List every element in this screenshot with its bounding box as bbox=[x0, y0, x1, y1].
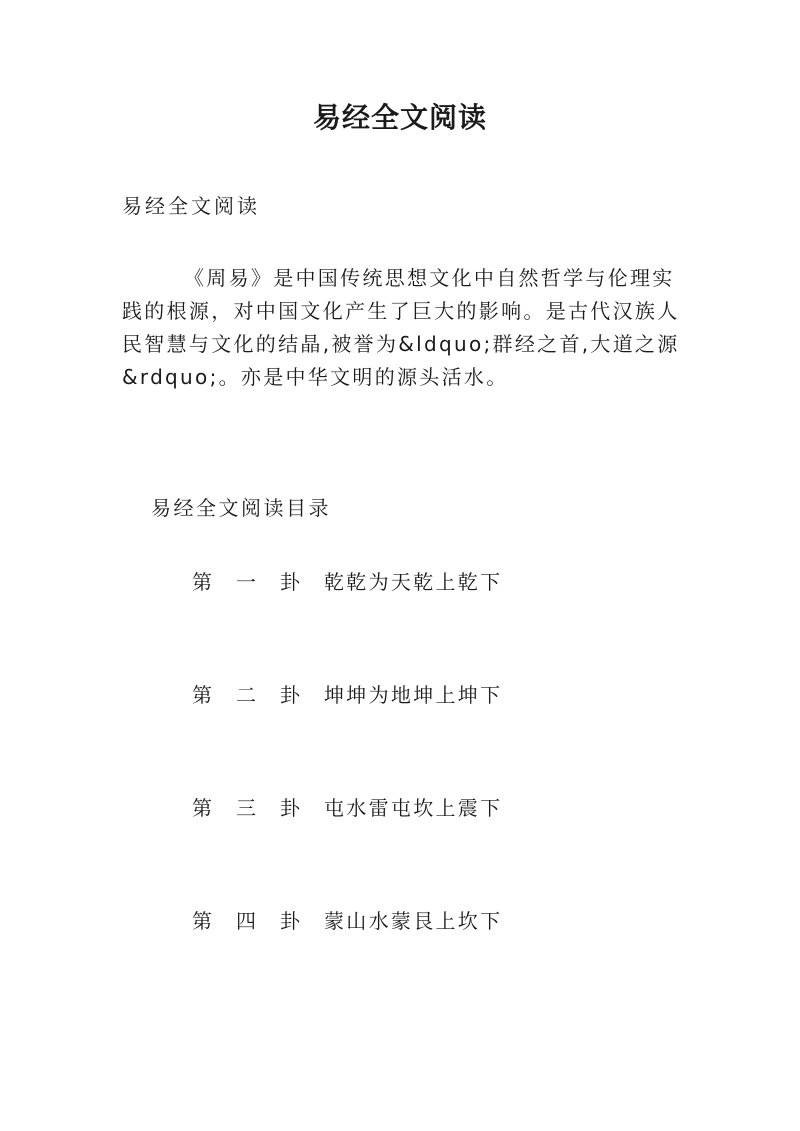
intro-paragraph: 《周易》是中国传统思想文化中自然哲学与伦理实践的根源，对中国文化产生了巨大的影响。是古代汉族人民智慧与文化的结晶,被誉为&ldquo;群经之首,大道之源&rdquo;。亦是中华文明的源头活水。 bbox=[122, 266, 680, 389]
toc-item-prefix: 第 bbox=[192, 796, 212, 820]
toc-item-prefix: 第 bbox=[192, 909, 212, 933]
toc-item[interactable] bbox=[192, 792, 502, 821]
toc-item-name: 蒙山水蒙艮上坎下 bbox=[324, 909, 503, 933]
toc-item[interactable] bbox=[192, 566, 502, 595]
toc-item-number: 二 bbox=[236, 683, 256, 707]
toc-item-name: 乾乾为天乾上乾下 bbox=[324, 570, 503, 594]
toc-item-name: 坤坤为地坤上坤下 bbox=[324, 683, 503, 707]
page-title: 易经全文阅读 bbox=[312, 101, 487, 134]
toc-item-number: 四 bbox=[236, 909, 256, 933]
toc-item-number: 三 bbox=[236, 796, 256, 820]
toc-item-prefix: 第 bbox=[192, 570, 212, 594]
toc-item-suffix: 卦 bbox=[280, 570, 300, 594]
document-subtitle: 易经全文阅读 bbox=[122, 194, 260, 218]
toc-item-name: 屯水雷屯坎上震下 bbox=[324, 796, 503, 820]
toc-item[interactable] bbox=[192, 679, 502, 708]
toc-item-prefix: 第 bbox=[192, 683, 212, 707]
toc-item[interactable] bbox=[192, 905, 502, 934]
toc-item-suffix: 卦 bbox=[280, 796, 300, 820]
toc-item-suffix: 卦 bbox=[280, 909, 300, 933]
toc-item-number: 一 bbox=[236, 570, 256, 594]
toc-item-suffix: 卦 bbox=[280, 683, 300, 707]
toc-heading: 易经全文阅读目录 bbox=[151, 496, 331, 520]
